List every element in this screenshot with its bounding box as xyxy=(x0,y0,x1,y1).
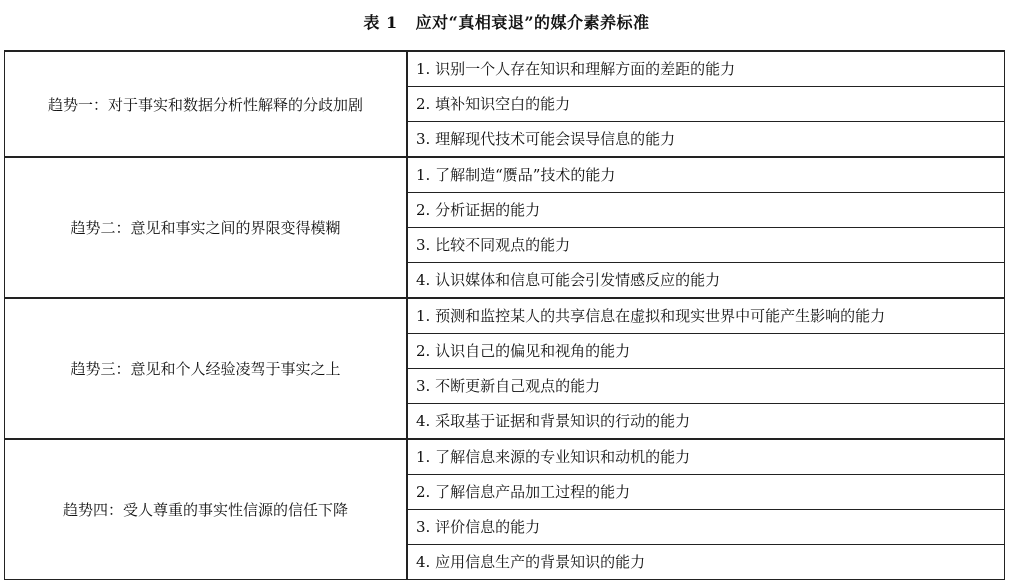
trend-cell: 趋势四：受人尊重的事实性信源的信任下降 xyxy=(5,439,408,580)
ability-cell: 2. 分析证据的能力 xyxy=(407,193,1005,228)
ability-cell: 4. 应用信息生产的背景知识的能力 xyxy=(407,545,1005,580)
ability-cell: 1. 了解制造“赝品”技术的能力 xyxy=(407,157,1005,193)
table-row xyxy=(5,51,1005,87)
trend-cell: 趋势一：对于事实和数据分析性解释的分歧加剧 xyxy=(5,51,408,157)
ability-cell: 3. 理解现代技术可能会误导信息的能力 xyxy=(407,122,1005,158)
trend-cell: 趋势二：意见和事实之间的界限变得模糊 xyxy=(5,157,408,298)
trend-cell: 趋势三：意见和个人经验凌驾于事实之上 xyxy=(5,298,408,439)
table-title: 应对“真相衰退”的媒介素养标准 xyxy=(415,13,650,32)
ability-cell: 3. 不断更新自己观点的能力 xyxy=(407,369,1005,404)
ability-cell: 1. 了解信息来源的专业知识和动机的能力 xyxy=(407,439,1005,475)
ability-cell: 3. 比较不同观点的能力 xyxy=(407,228,1005,263)
ability-cell: 3. 评价信息的能力 xyxy=(407,510,1005,545)
media-literacy-standards-table xyxy=(4,50,1005,580)
ability-cell: 2. 认识自己的偏见和视角的能力 xyxy=(407,334,1005,369)
ability-cell: 2. 填补知识空白的能力 xyxy=(407,87,1005,122)
table-number: 表 1 xyxy=(363,13,398,32)
table-row xyxy=(5,439,1005,475)
table-row xyxy=(5,298,1005,334)
table-caption xyxy=(0,12,1013,34)
ability-cell: 2. 了解信息产品加工过程的能力 xyxy=(407,475,1005,510)
ability-cell: 1. 预测和监控某人的共享信息在虚拟和现实世界中可能产生影响的能力 xyxy=(407,298,1005,334)
ability-cell: 1. 识别一个人存在知识和理解方面的差距的能力 xyxy=(407,51,1005,87)
ability-cell: 4. 认识媒体和信息可能会引发情感反应的能力 xyxy=(407,263,1005,299)
table-row xyxy=(5,157,1005,193)
ability-cell: 4. 采取基于证据和背景知识的行动的能力 xyxy=(407,404,1005,440)
